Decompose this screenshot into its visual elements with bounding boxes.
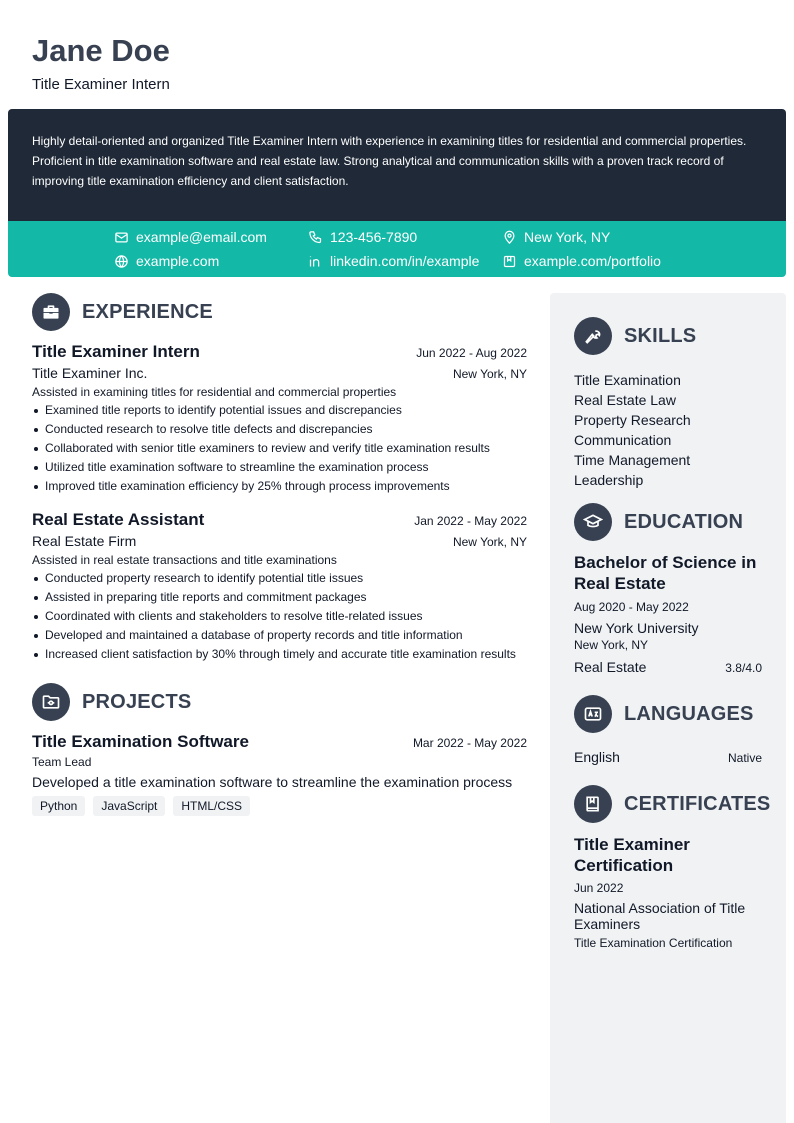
resume-header <box>32 32 170 94</box>
language-level: Native <box>727 751 762 765</box>
contact-location <box>502 228 610 246</box>
education-school: New York University <box>574 620 699 636</box>
language-entry <box>574 748 762 766</box>
contact-portfolio-text: example.com/portfolio <box>524 253 661 269</box>
briefcase-icon <box>32 293 70 331</box>
list-item: Assisted in preparing title reports and commitment packages <box>32 588 527 607</box>
contact-phone-text: 123-456-7890 <box>330 229 418 245</box>
contact-email[interactable] <box>114 228 267 246</box>
skills-title: SKILLS <box>624 324 697 347</box>
job-company: Real Estate Firm <box>32 533 137 549</box>
education-field: Real Estate <box>574 659 647 675</box>
certificate-title: Title Examiner Certification <box>574 835 690 875</box>
linkedin-icon <box>308 254 323 269</box>
map-pin-icon <box>502 230 517 245</box>
list-item: Property Research <box>574 412 691 428</box>
list-item: Title Examination <box>574 372 681 388</box>
summary-block <box>8 109 786 221</box>
certificate-issuer: National Association of Title Examiners <box>574 900 746 932</box>
contact-linkedin-text: linkedin.com/in/example <box>330 253 480 269</box>
contact-website-text: example.com <box>136 253 220 269</box>
job-title: Title Examiner Intern <box>32 342 200 361</box>
list-item: Real Estate Law <box>574 392 676 408</box>
contact-phone[interactable] <box>308 228 417 246</box>
candidate-title: Title Examiner Intern <box>32 76 170 93</box>
tag: JavaScript <box>93 796 165 816</box>
list-item: Conducted property research to identify potential title issues <box>32 569 527 588</box>
experience-heading <box>32 293 527 331</box>
phone-icon <box>308 230 323 245</box>
list-item: Conducted research to resolve title defects and discrepancies <box>32 420 527 439</box>
job-location: New York, NY <box>452 535 527 549</box>
job-bullets <box>32 569 527 664</box>
certificate-date: Jun 2022 <box>574 881 624 895</box>
wrench-icon <box>574 317 612 355</box>
summary-text: Highly detail-oriented and organized Title Examiner Intern with experience in examining titles for residential and commercial properties. Proficient in title examination software and real estate law. Strong analytical and communication skills with a proven track record of improving title examination efficiency and client satisfaction. <box>32 134 747 188</box>
list-item: Coordinated with clients and stakeholders to resolve title-related issues <box>32 607 527 626</box>
skills-heading <box>574 317 762 355</box>
list-item: Improved title examination efficiency by 25% through process improvements <box>32 477 527 496</box>
contact-portfolio[interactable] <box>502 252 661 270</box>
globe-icon <box>114 254 129 269</box>
contact-bar <box>8 221 786 277</box>
list-item: Time Management <box>574 452 691 468</box>
contact-linkedin[interactable] <box>308 252 479 270</box>
portfolio-icon <box>502 254 517 269</box>
contact-location-text: New York, NY <box>524 229 611 245</box>
education-heading <box>574 503 762 541</box>
mail-icon <box>114 230 129 245</box>
language-name: English <box>574 749 620 765</box>
job-location: New York, NY <box>452 367 527 381</box>
languages-title: LANGUAGES <box>624 702 754 725</box>
tag: Python <box>32 796 85 816</box>
certificates-title: CERTIFICATES <box>624 792 771 815</box>
folder-icon <box>32 683 70 721</box>
education-location: New York, NY <box>574 638 649 652</box>
sidebar <box>550 293 786 1123</box>
tag: HTML/CSS <box>173 796 250 816</box>
job-dates: Jun 2022 - Aug 2022 <box>416 346 527 360</box>
job-description: Assisted in examining titles for residential and commercial properties <box>32 385 397 399</box>
languages-heading <box>574 695 762 733</box>
list-item: Utilized title examination software to streamline the examination process <box>32 458 527 477</box>
list-item: Collaborated with senior title examiners to review and verify title examination results <box>32 439 527 458</box>
candidate-name: Jane Doe <box>32 33 170 68</box>
list-item: Examined title reports to identify potential issues and discrepancies <box>32 401 527 420</box>
project-description: Developed a title examination software to streamline the examination process <box>32 774 513 790</box>
education-entry <box>574 552 762 676</box>
project-dates: Mar 2022 - May 2022 <box>412 736 527 750</box>
language-icon <box>574 695 612 733</box>
list-item: Developed and maintained a database of property records and title information <box>32 626 527 645</box>
project-role: Team Lead <box>32 755 92 769</box>
certificates-heading <box>574 785 771 823</box>
project-entry <box>32 732 527 816</box>
project-tags <box>32 796 527 816</box>
job-bullets <box>32 401 527 496</box>
list-item: Communication <box>574 432 672 448</box>
projects-heading <box>32 683 527 721</box>
certificate-detail: Title Examination Certification <box>574 936 733 950</box>
education-gpa: 3.8/4.0 <box>725 661 762 675</box>
skills-list <box>574 370 762 490</box>
job-description: Assisted in real estate transactions and title examinations <box>32 553 337 567</box>
job-title: Real Estate Assistant <box>32 510 205 529</box>
job-dates: Jan 2022 - May 2022 <box>414 514 527 528</box>
experience-entry <box>32 510 527 664</box>
contact-email-text: example@email.com <box>136 229 267 245</box>
project-title: Title Examination Software <box>32 732 249 751</box>
projects-title: PROJECTS <box>82 690 192 713</box>
education-degree: Bachelor of Science in Real Estate <box>574 553 757 593</box>
job-company: Title Examiner Inc. <box>32 365 148 381</box>
experience-entry <box>32 342 527 496</box>
certificate-entry <box>574 834 762 951</box>
education-title: EDUCATION <box>624 510 744 533</box>
list-item: Increased client satisfaction by 30% through timely and accurate title examination results <box>32 645 527 664</box>
list-item: Leadership <box>574 472 644 488</box>
experience-title: EXPERIENCE <box>82 300 213 323</box>
education-dates: Aug 2020 - May 2022 <box>574 600 689 614</box>
certificate-icon <box>574 785 612 823</box>
graduation-cap-icon <box>574 503 612 541</box>
contact-website[interactable] <box>114 252 219 270</box>
main-column <box>32 293 527 816</box>
